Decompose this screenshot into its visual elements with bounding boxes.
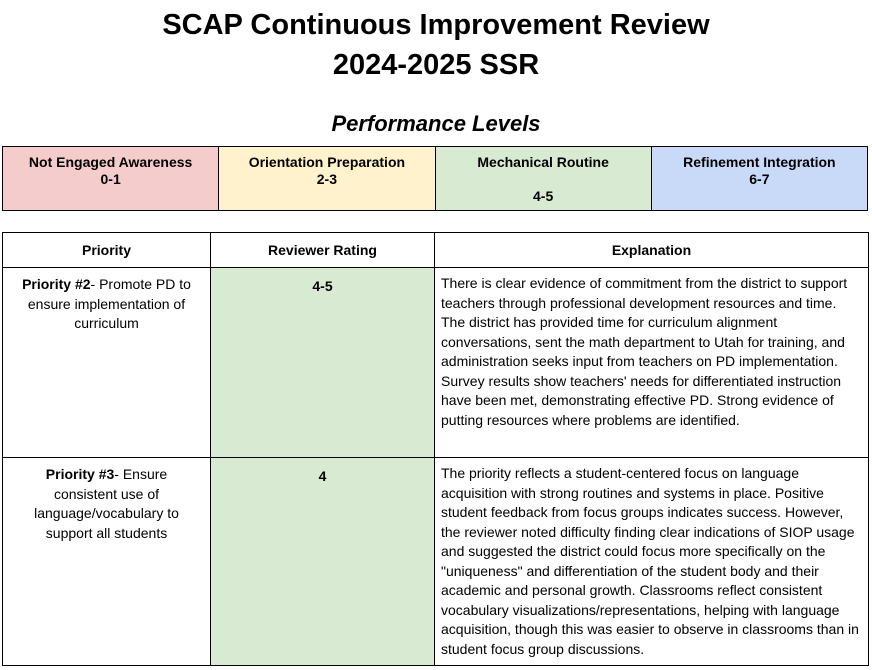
level-range: 4-5 xyxy=(533,188,554,204)
table-row xyxy=(3,458,869,666)
page-title: SCAP Continuous Improvement Review xyxy=(162,9,710,41)
priority-label: Priority #3 xyxy=(45,466,115,482)
section-heading-performance-levels: Performance Levels xyxy=(331,111,541,136)
explanation-cell: There is clear evidence of commitment from the district to support teachers through professional development resources and time. The district has provided time for curriculum alignment conversations, sent the math department to Utah for training, and administration seeks input from teachers on PD implementation. Survey results show teachers' needs for differentiated instruction have been met, demonstrating effective PD. Strong evidence of putting resources where problems are identified. xyxy=(435,268,869,458)
rating-cell: 4-5 xyxy=(211,268,435,458)
level-range: 0-1 xyxy=(100,171,121,187)
priority-label: Priority #2 xyxy=(22,276,91,292)
rating-cell: 4 xyxy=(211,458,435,666)
column-header-reviewer-rating: Reviewer Rating xyxy=(211,233,435,268)
column-header-explanation: Explanation xyxy=(435,233,869,268)
priority-description: - Promote PD to ensure implementation of curriculum xyxy=(27,276,191,331)
level-refinement xyxy=(651,147,867,211)
page-subtitle-year: 2024-2025 SSR xyxy=(332,49,540,81)
level-orientation xyxy=(219,147,435,211)
table-row xyxy=(3,268,869,458)
performance-levels-table xyxy=(2,146,868,211)
level-not-engaged xyxy=(3,147,219,211)
column-header-priority: Priority xyxy=(3,233,211,268)
level-name: Orientation Preparation xyxy=(248,154,406,170)
priority-description: - Ensure consistent use of language/vocabulary to support all students xyxy=(34,466,179,541)
level-name: Not Engaged Awareness xyxy=(28,154,193,170)
level-name: Mechanical Routine xyxy=(477,154,609,170)
explanation-cell: The priority reflects a student-centered focus on language acquisition with strong routines and systems in place. Positive student feedback from focus groups indicates success. However, the reviewer noted difficulty finding clear indications of SIOP usage and suggested the district could focus more specifically on the "uniqueness" and differentiation of the student body and their academic and personal growth. Classrooms reflect consistent vocabulary visualizations/representations, helping with language acquisition, though this was easier to observe in classrooms than in student focus group discussions. xyxy=(435,458,869,666)
level-name: Refinement Integration xyxy=(683,154,836,170)
level-range: 6-7 xyxy=(749,171,770,187)
priority-cell xyxy=(3,268,211,458)
level-range: 2-3 xyxy=(316,171,337,187)
level-mechanical xyxy=(435,147,651,211)
priority-review-table xyxy=(2,232,869,666)
priority-cell xyxy=(3,458,211,666)
